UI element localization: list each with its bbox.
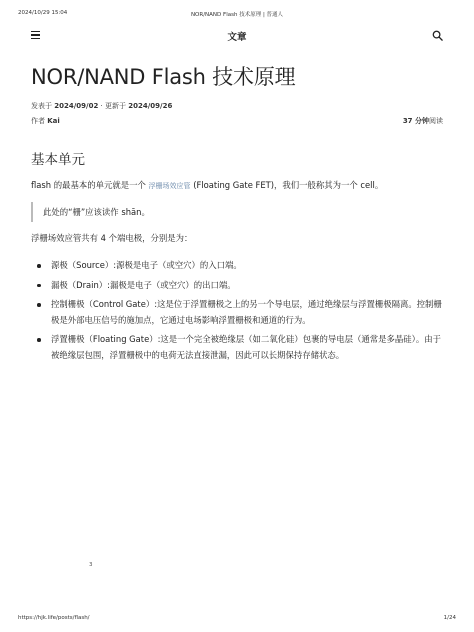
top-navigation-bar xyxy=(0,26,474,46)
electrode-list xyxy=(31,258,444,367)
list-item: 浮置栅极（Floating Gate）:这是一个完全被绝缘层（如二氧化硅）包裹的导电层（通常是多晶硅）。由于被绝缘层包围，浮置栅极中的电荷无法直接泄漏，因此可以长期保持存储状态。 xyxy=(31,332,444,363)
author-label: 作者 xyxy=(31,117,45,125)
reading-time xyxy=(403,116,443,126)
updated-date: 2024/09/26 xyxy=(128,102,173,110)
page-marker: 3 xyxy=(89,562,93,568)
electrodes-paragraph: 浮栅场效应管共有 4 个端电极，分别是为： xyxy=(31,233,193,243)
article-dates xyxy=(31,101,443,111)
article-title: NOR/NAND Flash 技术原理 xyxy=(31,65,296,89)
print-datetime: 2024/10/29 15:04 xyxy=(18,10,68,16)
reading-minutes: 37 分钟 xyxy=(402,117,429,125)
list-item: 源极（Source）:源极是电子（或空穴）的入口端。 xyxy=(31,258,444,274)
intro-text-after: (Floating Gate FET)，我们一般称其为一个 cell。 xyxy=(193,180,384,190)
print-doc-title: NOR/NAND Flash 技术原理 | 普通人 xyxy=(190,12,284,18)
reading-suffix: 阅读 xyxy=(429,117,443,125)
published-date: 2024/09/02 xyxy=(54,102,99,110)
article-byline xyxy=(31,116,443,126)
author-name: Kai xyxy=(47,117,60,125)
print-page-number: 1/24 xyxy=(443,615,456,621)
site-title[interactable]: 文章 xyxy=(227,32,247,43)
intro-paragraph xyxy=(31,178,444,195)
updated-label: · 更新于 xyxy=(100,102,126,110)
print-url: https://hjk.life/posts/flash/ xyxy=(18,615,90,621)
published-label: 发表于 xyxy=(31,102,52,110)
intro-text-before: flash 的最基本的单元就是一个 xyxy=(31,180,146,190)
note-blockquote: 此处的“栅”应该读作 shān。 xyxy=(31,202,444,222)
floating-gate-term: 浮栅场效应管 xyxy=(148,182,191,190)
print-header xyxy=(0,6,474,20)
section-heading: 基本单元 xyxy=(31,152,85,168)
list-item: 控制栅极（Control Gate）:这是位于浮置栅极之上的另一个导电层，通过绝缘层与浮置栅极隔离。控制栅极是外部电压信号的施加点，它通过电场影响浮置栅极和通道的行为。 xyxy=(31,297,444,328)
print-footer xyxy=(0,611,474,625)
search-icon[interactable] xyxy=(432,30,443,41)
list-item: 漏极（Drain）:漏极是电子（或空穴）的出口端。 xyxy=(31,278,444,294)
